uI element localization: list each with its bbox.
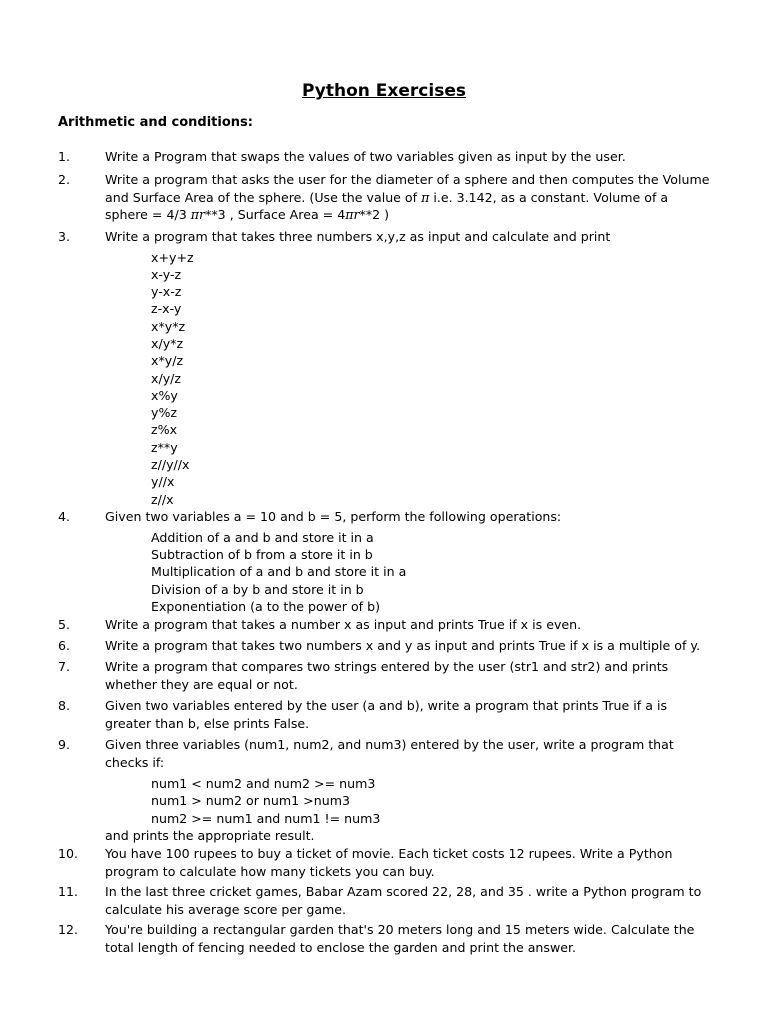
- operation-item: Exponentiation (a to the power of b): [151, 599, 381, 614]
- expression-item: z**y: [151, 440, 178, 455]
- item-number: 1.: [58, 149, 71, 164]
- text-segment: sphere = 4/3: [105, 207, 191, 222]
- text-segment: i.e. 3.142, as a constant. Volume of a: [429, 189, 669, 205]
- condition-item: num1 < num2 and num2 >= num3: [151, 776, 376, 791]
- exercise-line: In the last three cricket games, Babar Azam scored 22, 28, and 35 . write a Python program to: [105, 884, 702, 899]
- text-segment: and Surface Area of the sphere. (Use the value of: [105, 189, 422, 205]
- item-number: 10.: [58, 846, 79, 861]
- exercise-line: Write a program that asks the user for the diameter of a sphere and then computes the Volume: [105, 172, 710, 187]
- operation-item: Subtraction of b from a store it in b: [151, 547, 373, 562]
- exercise-text: [105, 883, 715, 918]
- item-number: 2.: [58, 172, 71, 187]
- condition-item: num1 > num2 or num1 >num3: [151, 793, 350, 808]
- operation-item: Addition of a and b and store it in a: [151, 530, 374, 545]
- expression-item: x/y/z: [151, 371, 182, 386]
- exercise-line: [105, 189, 715, 207]
- exercise-line: whether they are equal or not.: [105, 676, 298, 692]
- exercise-line: Given three variables (num1, num2, and num3) entered by the user, write a program that: [105, 737, 674, 752]
- text-segment: **2 ): [359, 207, 390, 222]
- page-title: Python Exercises: [302, 81, 466, 101]
- exercise-text: [105, 658, 715, 693]
- expression-item: y%z: [151, 405, 178, 420]
- exercise-line: checks if:: [105, 754, 165, 770]
- pi-symbol: π: [421, 189, 430, 205]
- exercise-line: calculate his average score per game.: [105, 901, 347, 917]
- expression-item: z%x: [151, 422, 178, 437]
- item-number: 9.: [58, 737, 71, 752]
- expression-item: x-y-z: [151, 267, 182, 282]
- condition-item: num2 >= num1 and num1 != num3: [151, 811, 381, 826]
- exercise-line: You have 100 rupees to buy a ticket of movie. Each ticket costs 12 rupees. Write a Python: [105, 846, 673, 861]
- exercise-line: Given two variables entered by the user (a and b), write a program that prints True if a is: [105, 698, 668, 713]
- exercise-text: Write a Program that swaps the values of two variables given as input by the user.: [105, 149, 626, 164]
- item-number: 3.: [58, 229, 71, 244]
- exercise-line: [105, 206, 715, 224]
- expression-item: y//x: [151, 474, 175, 489]
- exercise-text: [105, 921, 715, 956]
- exercise-text: Write a program that takes three numbers x,y,z as input and calculate and print: [105, 229, 611, 244]
- exercise-line: total length of fencing needed to enclose the garden and print the answer.: [105, 939, 577, 955]
- exercise-line: program to calculate how many tickets you can buy.: [105, 863, 435, 879]
- section-heading: Arithmetic and conditions:: [58, 115, 253, 130]
- expression-item: y-x-z: [151, 284, 182, 299]
- expression-item: x*y/z: [151, 353, 184, 368]
- item-number: 12.: [58, 922, 79, 937]
- expression-item: z//x: [151, 492, 174, 507]
- expression-item: x%y: [151, 388, 178, 403]
- exercise-text: Write a program that takes a number x as input and prints True if x is even.: [105, 617, 582, 632]
- area-expression: πr: [345, 207, 360, 222]
- expression-item: x*y*z: [151, 319, 186, 334]
- text-segment: **3 , Surface Area = 4: [205, 207, 346, 222]
- exercise-text: [105, 845, 715, 880]
- exercise-tail: and prints the appropriate result.: [105, 828, 315, 843]
- exercise-text: [105, 736, 715, 771]
- item-number: 5.: [58, 617, 71, 632]
- operation-item: Division of a by b and store it in b: [151, 582, 364, 597]
- exercise-line: Write a program that compares two strings entered by the user (str1 and str2) and prints: [105, 659, 669, 674]
- expression-item: z//y//x: [151, 457, 190, 472]
- exercise-text: Write a program that takes two numbers x and y as input and prints True if x is a multiple of y.: [105, 638, 701, 653]
- item-number: 6.: [58, 638, 71, 653]
- item-number: 7.: [58, 659, 71, 674]
- expression-item: x+y+z: [151, 250, 194, 265]
- volume-expression: πr: [190, 207, 206, 222]
- item-number: 4.: [58, 509, 71, 524]
- item-number: 11.: [58, 884, 79, 899]
- exercise-text: [105, 171, 715, 224]
- exercise-line: greater than b, else prints False.: [105, 715, 310, 731]
- exercise-line: You're building a rectangular garden that's 20 meters long and 15 meters wide. Calculate the: [105, 922, 695, 937]
- item-number: 8.: [58, 698, 71, 713]
- exercise-text: [105, 697, 715, 732]
- operation-item: Multiplication of a and b and store it in a: [151, 564, 407, 579]
- expression-item: x/y*z: [151, 336, 184, 351]
- exercise-text: Given two variables a = 10 and b = 5, perform the following operations:: [105, 509, 562, 524]
- expression-item: z-x-y: [151, 301, 182, 316]
